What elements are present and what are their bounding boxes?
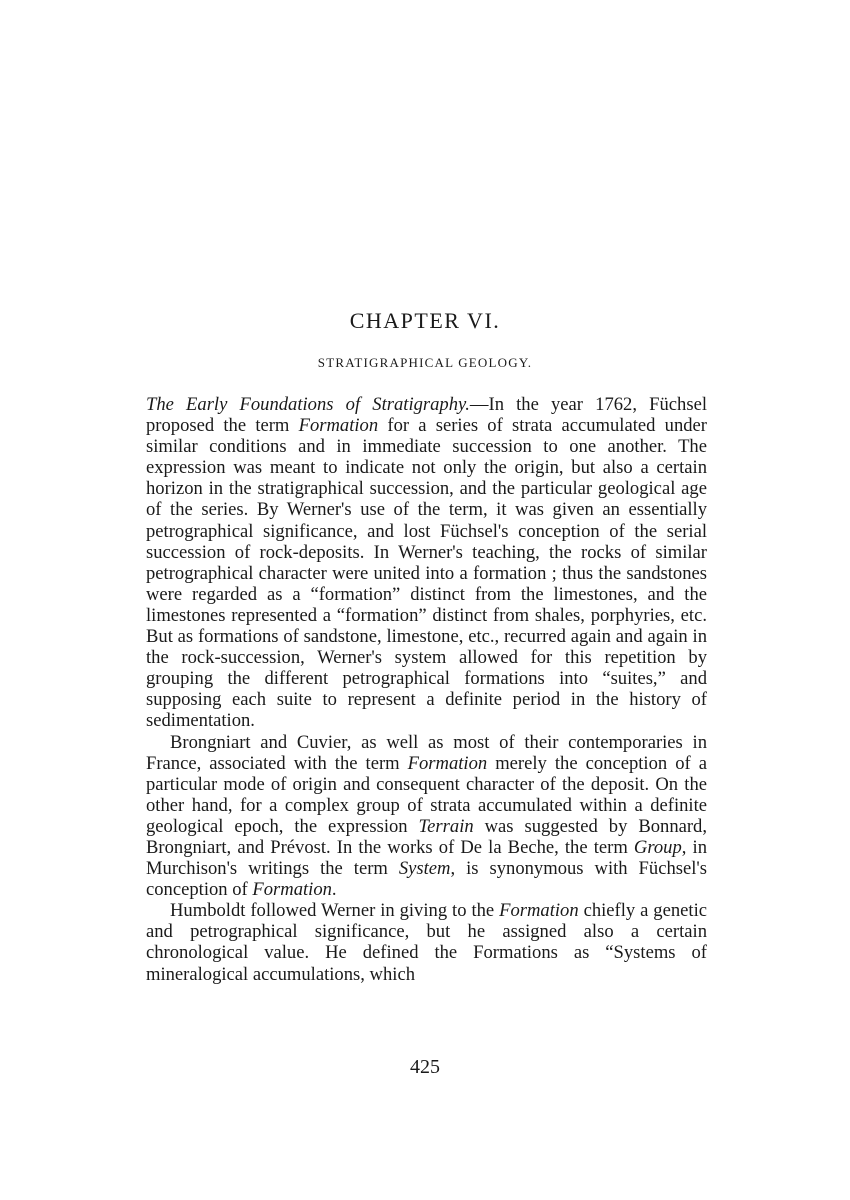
text-segment: —In the year 1762, Füchsel proposed the term bbox=[146, 394, 707, 437]
text-segment: Brongniart and Cuvier, as well as most of their contemporaries in France, associated with the term bbox=[146, 731, 707, 774]
italic-term: System bbox=[398, 858, 451, 880]
italic-term: Formation bbox=[298, 415, 379, 437]
chapter-title: CHAPTER VI. bbox=[349, 308, 501, 333]
paragraph-2 bbox=[146, 732, 707, 901]
italic-term: Terrain bbox=[418, 815, 474, 837]
section-heading: The Early Foundations of Stratigraphy. bbox=[146, 394, 470, 415]
body-text bbox=[146, 394, 707, 985]
page-number: 425 bbox=[410, 1056, 440, 1078]
paragraph-3 bbox=[146, 900, 707, 984]
text-segment: merely the conception of a particular mode of origin and consequent character of the deposit. On the other hand, for a complex group of strata accumulated within a definite geological epoch, the expression bbox=[146, 752, 707, 837]
chapter-subtitle: STRATIGRAPHICAL GEOLOGY. bbox=[317, 355, 533, 370]
italic-term: Group bbox=[633, 836, 682, 858]
italic-term: Formation bbox=[499, 900, 579, 922]
text-segment: Humboldt followed Werner in giving to the bbox=[170, 900, 500, 922]
paragraph-1 bbox=[146, 394, 707, 732]
text-segment: chiefly a genetic and petrographical significance, but he assigned also a certain chronological value. He defined the Formations as “Systems of mineralogical accumulations, which bbox=[146, 900, 707, 985]
text-segment: was suggested by Bonnard, Brongniart, and Prévost. In the works of De la Beche, the term bbox=[146, 815, 708, 858]
italic-term: Formation bbox=[407, 752, 488, 774]
italic-term: Formation bbox=[252, 879, 332, 901]
text-segment: , in Murchison's writings the term bbox=[146, 836, 707, 880]
text-segment: , is synonymous with Füchsel's conception of bbox=[146, 858, 707, 901]
text-segment: . bbox=[331, 879, 337, 901]
text-segment: for a series of strata accumulated under similar conditions and in immediate succession to one another. The expression was meant to indicate not only the origin, but also a certain horizon in the stratigraphical succession, and the particular geological age of the series. By Werner's use of the term, it was given an essentially petrographical significance, and lost Füchsel's conception of the serial succession of rock-deposits. In Werner's teaching, the rocks of similar petrographical character were united into a formation ; thus the sandstones were regarded as a “formation” distinct from the limestones, and the limestones represented a “formation” distinct from shales, porphyries, etc. But as formations of sandstone, limestone, etc., recurred again and again in the rock-succession, Werner's system allowed for this repetition by grouping the different petrographical formations into “suites,” and supposing each suite to represent a definite period in the history of sedimentation. bbox=[146, 415, 707, 732]
